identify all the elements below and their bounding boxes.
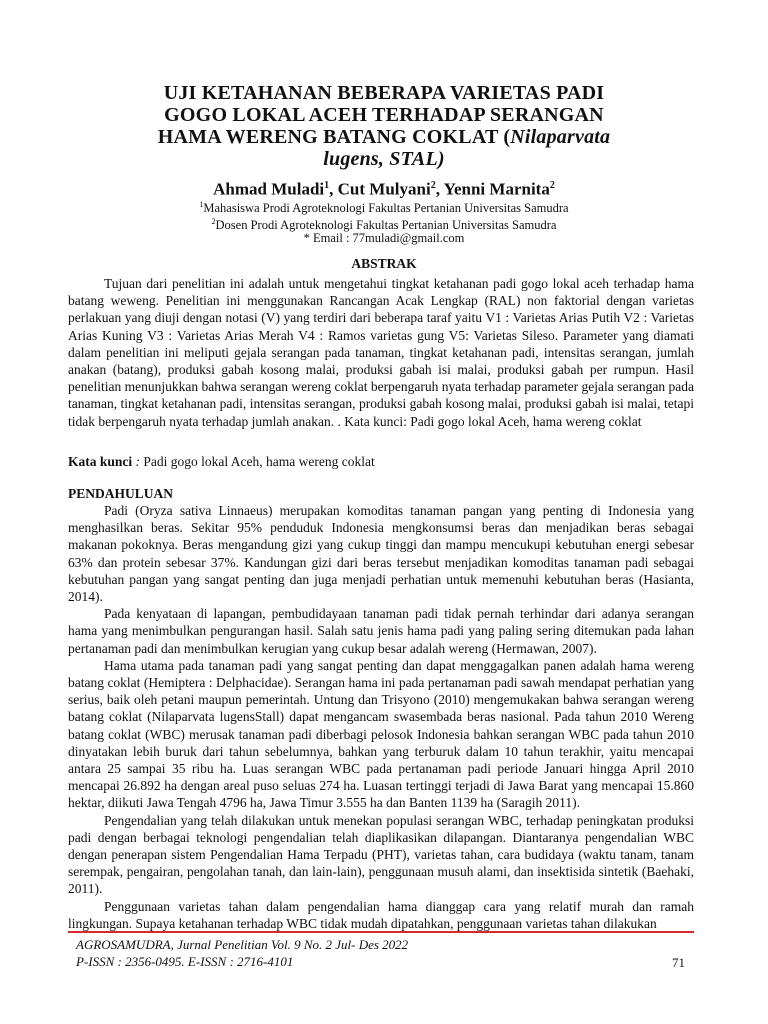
intro-paragraph: Penggunaan varietas tahan dalam pengendalian hama dianggap cara yang relatif murah dan ramah lingkungan. Supaya ketahanan terhadap WBC tidak mudah dipatahkan, penggunaan varietas tahan dilakukan xyxy=(68,898,694,931)
affiliation-text: Dosen Prodi Agroteknologi Fakultas Pertanian Universitas Samudra xyxy=(215,218,557,233)
paper-title xyxy=(120,82,648,170)
footer-journal: AGROSAMUDRA, Jurnal Penelitian Vol. 9 No. 2 Jul- Des 2022 xyxy=(76,937,409,952)
title-species-italic: Nilaparvata xyxy=(510,126,611,148)
abstract-paragraph: Tujuan dari penelitian ini adalah untuk mengetahui tingkat ketahanan padi gogo lokal aceh terhadap hama batang weweng. Penelitian ini menggunakan Rancangan Acak Lengkap (RAL) non faktorial dengan varietas perlakuan yang diuji dengan notasi (V) yang terdiri dari beberapa taraf yaitu V1 : Varietas Arias Putih V2 : Varietas Arias Kuning V3 : Varietas Arias Merah V4 : Ramos varietas gung V5: Varietas Sileso. Parameter yang diamati dalam penelitian ini meliputi gejala serangan pada tanaman, tingkat ketahanan padi, intensitas serangan, jumlah anakan (batang), produksi gabah kosong malai, produksi gabah isi malai, produksi gabah per rumpun. Hasil penelitian menunjukkan bahwa serangan wereng coklat berpengaruh nyata terhadap parameter gejala serangan pada tanaman, tingkat ketahanan padi, intensitas serangan, produksi gabah kosong malai, produksi gabah isi malai, tetapi tidak berpengaruh nyata terhadap jumlah anakan. . Kata kunci: Padi gogo lokal Aceh, hama wereng coklat xyxy=(68,276,694,429)
intro-paragraph: Padi (Oryza sativa Linnaeus) merupakan komoditas tanaman pangan yang penting di Indonesia yang menghasilkan beras. Sekitar 95% penduduk Indonesia mengkonsumsi beras dan menjadikan beras sebagai makanan pokoknya. Beras mengandung gizi yang cukup tinggi dan mampu mencukupi kebutuhan energi sebesar 63% dan protein sebesar 37%. Kandungan gizi dari beras tersebut menjadikan komoditas tanaman padi sebagai kebutuhan pangan yang sangat penting dan juga menjadi perhatian untuk memenuhi kebutuhan beras (Hasianta, 2014). xyxy=(68,503,694,605)
red-underline-annotation xyxy=(68,931,694,933)
keywords-label: Kata kunci xyxy=(68,454,133,469)
keywords-colon: : xyxy=(132,454,144,469)
abstract-heading: ABSTRAK xyxy=(351,256,417,271)
keywords xyxy=(68,454,375,470)
intro-paragraph: Pada kenyataan di lapangan, pembudidayaan tanaman padi tidak pernah terhindar dari adanya serangan hama yang menimbulkan pengurangan hasil. Salah satu jenis hama padi yang paling sering ditemukan pada lahan pertanaman padi dan menimbulkan kerugian yang cukup besar adalah wereng (Hermawan, 2007). xyxy=(68,606,694,656)
author-separator: , xyxy=(329,179,338,199)
title-line: GOGO LOKAL ACEH TERHADAP SERANGAN xyxy=(164,104,604,126)
affiliation-sup: 2 xyxy=(211,217,216,226)
page-number: 71 xyxy=(672,955,685,970)
intro-paragraph: Hama utama pada tanaman padi yang sangat penting dan dapat menggagalkan panen adalah hama wereng batang coklat (Hemiptera : Delphacidae). Serangan hama ini pada pertanaman padi sawah mendapat perhatian yang serius, baik oleh petani maupun pemerintah. Untung dan Trisyono (2010) mengemukakan bahwa serangan wereng batang coklat (Nilaparvata lugensStall) dapat mengancam swasembada beras nasional. Pada tahun 2010 Wereng batang coklat (WBC) merusak tanaman padi diberbagi pelosok Indonesia bahkan serangan WBC pada tahun 2010 dinyatakan lebih buruk dari tahun sebelumnya, bahkan yang terburuk dalam 10 tahun terakhir, yaitu mencapai antara 25 sampai 35 ribu ha. Luas serangan WBC pada pertanaman padi periode Januari hingga April 2010 mencapai 26.892 ha dengan areal puso seluas 274 ha. Luasan tertinggi terjadi di Jawa Barat yang mencapai 15.860 hektar, diikuti Jawa Tengah 4796 ha, Jawa Timur 3.555 ha dan Banten 1139 ha (Saragih 2011). xyxy=(68,657,694,811)
title-line: UJI KETAHANAN BEBERAPA VARIETAS PADI xyxy=(163,82,605,104)
author-separator: , xyxy=(435,179,444,199)
contact-email xyxy=(0,230,768,247)
intro-paragraph: Pengendalian yang telah dilakukan untuk menekan populasi serangan WBC, terhadap peningkatan produksi padi dengan berbagai teknologi pengendalian telah diaplikasikan dilapangan. Diantaranya pengendalian WBC dengan penerapan sistem Pengendalian Hama Terpadu (PHT), varietas tahan, cara budidaya (waktu tanam, tanam serempak, pengairan, pengolahan tanah, dan lain-lain), penggunaan musuh alami, dan insektisida sintetik (Baehaki, 2011). xyxy=(68,812,694,897)
abstract-body xyxy=(68,275,694,430)
author-affil-sup: 2 xyxy=(549,180,555,191)
email-text: * Email : 77muladi@gmail.com xyxy=(303,231,465,245)
affiliation-text: Mahasiswa Prodi Agroteknologi Fakultas Pertanian Universitas Samudra xyxy=(203,201,569,216)
author-name: Yenni Marnita xyxy=(443,179,550,199)
author-name: Ahmad Muladi xyxy=(213,179,325,199)
title-line: lugens, STAL) xyxy=(323,148,445,170)
author-affil-sup: 2 xyxy=(430,180,436,191)
affiliation-sup: 1 xyxy=(199,200,204,209)
keywords-text: Padi gogo lokal Aceh, hama wereng coklat xyxy=(143,454,375,469)
author-name: Cut Mulyani xyxy=(337,179,431,199)
author-affil-sup: 1 xyxy=(324,180,330,191)
footer-issn: P-ISSN : 2356-0495. E-ISSN : 2716-4101 xyxy=(76,954,294,969)
title-text: HAMA WERENG BATANG COKLAT ( xyxy=(157,126,511,148)
introduction-body xyxy=(68,502,694,932)
title-line xyxy=(120,126,648,148)
section-heading-pendahuluan: PENDAHULUAN xyxy=(68,486,174,501)
